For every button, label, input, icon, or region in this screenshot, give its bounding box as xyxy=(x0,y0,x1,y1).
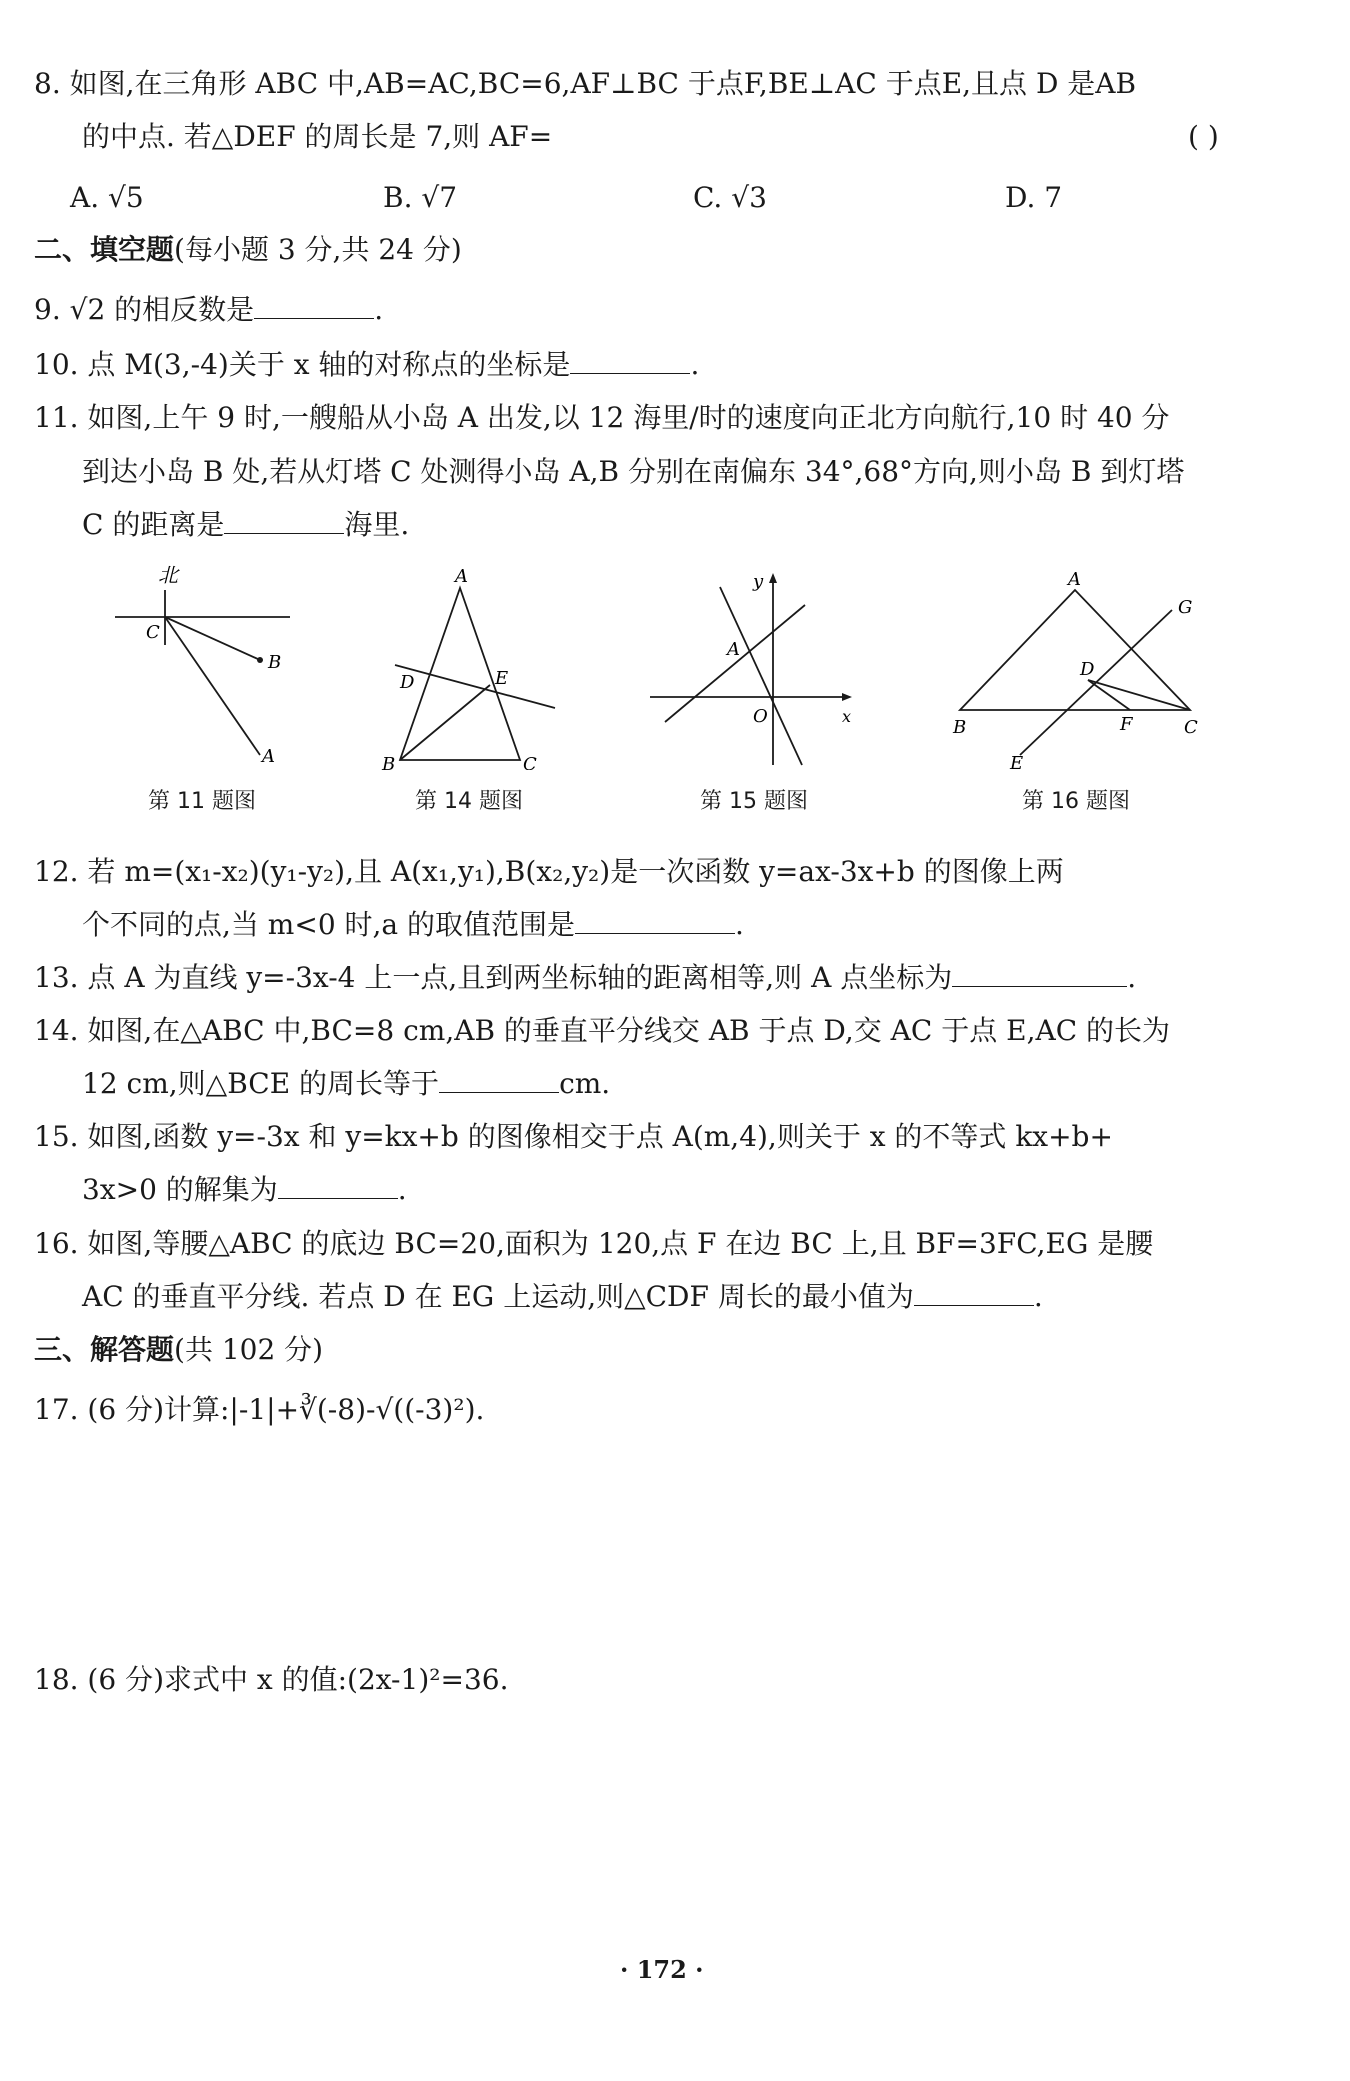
section-3-title: 三、解答题 xyxy=(34,1333,175,1366)
q9 xyxy=(34,290,383,330)
q9-answer-blank[interactable] xyxy=(254,290,374,319)
q10-answer-blank[interactable] xyxy=(570,345,690,374)
q11-text: C 的距离是 xyxy=(82,508,225,541)
q9-end: . xyxy=(374,293,384,326)
q14-line-1: 14. 如图,在△ABC 中,BC=8 cm,AB 的垂直平分线交 AB 于点 D,交 AC 于点 E,AC 的长为 xyxy=(34,1014,1171,1047)
fig16-label-e: E xyxy=(1010,753,1024,774)
fig11-north-label: 北 xyxy=(158,563,178,587)
fig14-label-e: E xyxy=(495,668,509,689)
fig14-label-c: C xyxy=(523,754,537,770)
q8-line-2: 的中点. 若△DEF 的周长是 7,则 AF= xyxy=(82,120,553,153)
fig14-label-d: D xyxy=(400,672,415,693)
q12-line-2 xyxy=(82,905,744,945)
fig16-label-a: A xyxy=(1068,569,1081,590)
q16-line-2 xyxy=(82,1277,1043,1317)
q16-text: AC 的垂直平分线. 若点 D 在 EG 上运动,则△CDF 周长的最小值为 xyxy=(82,1280,914,1313)
q15-line-2 xyxy=(82,1170,407,1210)
fig16-label-f: F xyxy=(1120,714,1133,735)
figure-11 xyxy=(110,560,300,774)
q16-end: . xyxy=(1033,1280,1043,1313)
q14-answer-blank[interactable] xyxy=(439,1064,559,1093)
fig16-label-d: D xyxy=(1080,659,1095,680)
q10-text: 10. 点 M(3,-4)关于 x 轴的对称点的坐标是 xyxy=(34,348,571,381)
q15-end: . xyxy=(397,1173,407,1206)
fig15-label-o: O xyxy=(753,706,768,727)
q12-line-1: 12. 若 m=(x₁-x₂)(y₁-y₂),且 A(x₁,y₁),B(x₂,y₂)是一次函数 y=ax-3x+b 的图像上两 xyxy=(34,855,1064,888)
q15-line-1: 15. 如图,函数 y=-3x 和 y=kx+b 的图像相交于点 A(m,4),则关于 x 的不等式 kx+b+ xyxy=(34,1120,1113,1153)
q12-text: 个不同的点,当 m<0 时,a 的取值范围是 xyxy=(82,908,576,941)
q14-end: cm. xyxy=(559,1067,611,1100)
section-2-note: (每小题 3 分,共 24 分) xyxy=(174,233,462,266)
section-2-heading xyxy=(34,230,462,270)
figure-15 xyxy=(640,565,860,774)
section-2-title: 二、填空题 xyxy=(34,233,175,266)
fig14-caption: 第 14 题图 xyxy=(415,789,523,814)
q10-end: . xyxy=(690,348,700,381)
q16-answer-blank[interactable] xyxy=(914,1277,1034,1306)
fig16-triangle-abc xyxy=(960,590,1193,710)
q11-line-1: 11. 如图,上午 9 时,一艘船从小岛 A 出发,以 12 海里/时的速度向正北方向航行,10 时 40 分 xyxy=(34,401,1170,434)
option-b: B. √7 xyxy=(383,181,458,214)
q15-text: 3x>0 的解集为 xyxy=(82,1173,278,1206)
fig15-x-arrow xyxy=(842,693,852,701)
q11-end: 海里. xyxy=(344,508,410,541)
fig15-line-y-neg3x xyxy=(720,587,802,765)
fig15-label-y: y xyxy=(753,571,764,592)
fig11-label-a: A xyxy=(262,746,275,767)
q17-text: 17. (6 分)计算:|-1|+∛(-8)-√((-3)²). xyxy=(34,1393,485,1426)
fig15-label-x: x xyxy=(842,707,852,726)
fig15-label-a: A xyxy=(727,639,740,660)
figure-14 xyxy=(375,560,565,774)
section-3-heading xyxy=(34,1330,323,1370)
q15-answer-blank[interactable] xyxy=(278,1170,398,1199)
fig11-label-b: B xyxy=(268,652,282,673)
fig16-line-df xyxy=(1088,680,1130,710)
fig15-line-kx-b xyxy=(665,605,805,722)
fig14-perpendicular-bisector xyxy=(395,665,555,708)
q16-line-1: 16. 如图,等腰△ABC 的底边 BC=20,面积为 120,点 F 在边 BC 上,且 BF=3FC,EG 是腰 xyxy=(34,1227,1154,1260)
q13 xyxy=(34,958,1136,998)
fig11-label-c: C xyxy=(146,622,160,643)
fig16-label-b: B xyxy=(953,717,967,738)
answer-parentheses: ( ) xyxy=(1188,120,1219,153)
page-number: · 172 · xyxy=(620,1955,704,1984)
fig14-label-a: A xyxy=(455,566,468,587)
fig15-caption: 第 15 题图 xyxy=(700,789,808,814)
q14-text: 12 cm,则△BCE 的周长等于 xyxy=(82,1067,440,1100)
q9-text: 9. √2 的相反数是 xyxy=(34,293,255,326)
option-d: D. 7 xyxy=(1005,181,1063,214)
fig14-label-b: B xyxy=(382,754,396,770)
section-3-note: (共 102 分) xyxy=(174,1333,324,1366)
q11-line-2: 到达小岛 B 处,若从灯塔 C 处测得小岛 A,B 分别在南偏东 34°,68°方向,则小岛 B 到灯塔 xyxy=(82,455,1185,488)
q13-answer-blank[interactable] xyxy=(952,958,1127,987)
fig16-caption: 第 16 题图 xyxy=(1022,789,1130,814)
option-c: C. √3 xyxy=(693,181,767,214)
q8-line-1: 8. 如图,在三角形 ABC 中,AB=AC,BC=6,AF⊥BC 于点F,BE⊥AC 于点E,且点 D 是AB xyxy=(34,67,1137,100)
fig16-label-g: G xyxy=(1178,597,1193,618)
q11-answer-blank[interactable] xyxy=(224,505,344,534)
q13-text: 13. 点 A 为直线 y=-3x-4 上一点,且到两坐标轴的距离相等,则 A 点坐标为 xyxy=(34,961,953,994)
q12-end: . xyxy=(735,908,744,941)
fig11-caption: 第 11 题图 xyxy=(148,789,256,814)
q13-end: . xyxy=(1127,961,1137,994)
q18-text: 18. (6 分)求式中 x 的值:(2x-1)²=36. xyxy=(34,1663,509,1696)
option-a: A. √5 xyxy=(70,181,144,214)
q12-answer-blank[interactable] xyxy=(575,905,735,934)
q14-line-2 xyxy=(82,1064,610,1104)
fig11-point-b xyxy=(257,657,263,663)
fig16-label-c: C xyxy=(1184,717,1198,738)
q11-line-3 xyxy=(82,505,409,545)
fig15-y-arrow xyxy=(769,573,777,583)
figure-16 xyxy=(940,565,1200,779)
q10 xyxy=(34,345,699,385)
